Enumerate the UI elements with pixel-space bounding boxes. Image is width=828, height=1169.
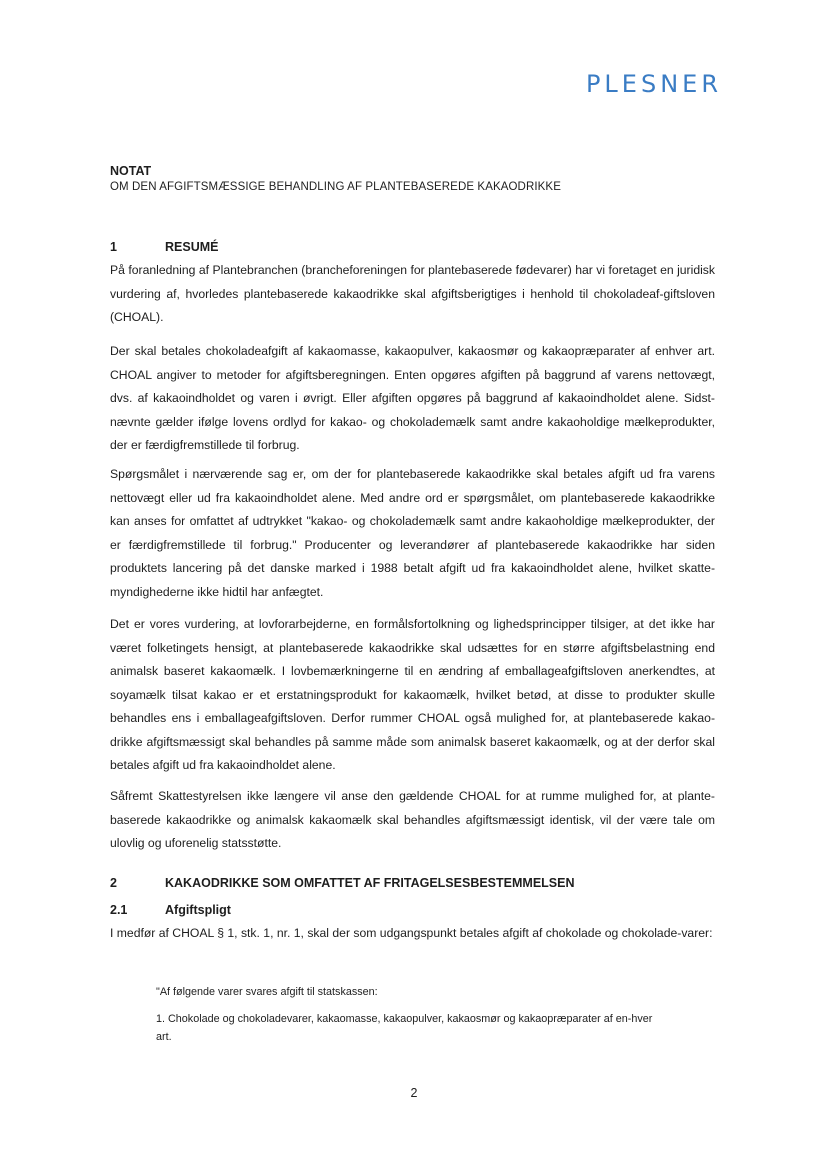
paragraph-1: På foranledning af Plantebranchen (brancheforeningen for plantebaserede fødevarer) har vi foretaget en juridisk vurdering af, hvorledes plantebaserede kakaodrikke skal afgiftsberigtiges i henhold til chokoladeaf-giftsloven (CHOAL). [110,263,715,324]
paragraph-3: Spørgsmålet i nærværende sag er, om der for plantebaserede kakaodrikke skal betales afgift ud fra varens nettovægt eller ud fra kakaoindholdet alene. Med andre ord er spørgsmålet, om plantebaserede kakaodrikke kan anses for omfattet af udtrykket "kakao- og chokolademælk samt andre kakaoholdige mælkeprodukter, der er færdigfremstillede til forbrug." Producenter og leverandører af plantebaserede kakaodrikke har siden produktets lancering på det danske marked i 1988 betalt afgift ud fra kakaoindholdet alene, hvilket skatte-myndighederne ikke hidtil har anfægtet. [110,467,715,599]
page-number: 2 [410,1086,418,1100]
section-2-title: KAKAODRIKKE SOM OMFATTET AF FRITAGELSESBESTEMMELSEN [165,876,575,890]
section-2-1-title: Afgiftspligt [165,903,231,917]
memo-subtitle: OM DEN AFGIFTSMÆSSIGE BEHANDLING AF PLANTEBASEREDE KAKAODRIKKE [110,181,561,193]
paragraph-5: Såfremt Skattestyrelsen ikke længere vil anse den gældende CHOAL for at rumme mulighed for, at plante-baserede kakaodrikke og animalsk kakaomælk skal behandles afgiftsmæssigt identisk, vil der være tale om ulovlig og uforenelig statsstøtte. [110,789,715,850]
quote-item: 1. Chokolade og chokoladevarer, kakaomasse, kakaopulver, kakaosmør og kakaopræparater af en-hver art. [156,1013,653,1043]
memo-title: NOTAT [110,164,152,178]
quote-intro: "Af følgende varer svares afgift til statskassen: [156,986,378,998]
paragraph-2-1: I medfør af CHOAL § 1, stk. 1, nr. 1, skal der som udgangspunkt betales afgift af chokolade og chokolade-varer: [110,926,713,940]
section-1-heading [110,240,218,254]
section-2-number: 2 [110,876,117,890]
section-1-number: 1 [110,240,117,254]
plesner-logo: PLESNER [585,70,722,98]
section-2-1-number: 2.1 [110,903,128,917]
section-2-heading [110,876,575,890]
section-2-1-heading [110,903,231,917]
paragraph-2: Der skal betales chokoladeafgift af kakaomasse, kakaopulver, kakaosmør og kakaopræparater af enhver art. CHOAL angiver to metoder for afgiftsberegningen. Enten opgøres afgiften på baggrund af varens nettovægt, dvs. af kakaoindholdet og varen i øvrigt. Eller afgiften opgøres på baggrund af kakaoindholdet alene. Sidst-nævnte gælder ifølge lovens ordlyd for kakao- og chokolademælk samt andre kakaoholdige mælkeprodukter, der er færdigfremstillede til forbrug. [110,344,715,452]
section-1-title: RESUMÉ [165,240,219,254]
paragraph-4: Det er vores vurdering, at lovforarbejderne, en formålsfortolkning og lighedsprincipper tilsiger, at det ikke har været folketingets hensigt, at plantebaserede kakaodrikke skal udsættes for en større afgiftsbelastning end animalsk baseret kakaomælk. I lovbemærkningerne til en ændring af emballageafgiftsloven anerkendtes, at soyamælk tilsat kakao er et erstatningsprodukt for kakaomælk, hvilket betød, at disse to produkter skulle behandles ens i emballageafgiftsloven. Derfor rummer CHOAL også mulighed for, at plantebaserede kakao-drikke afgiftsmæssigt skal behandles på samme måde som animalsk baseret kakaomælk, og at der derfor skal betales afgift ud fra kakaoindholdet alene. [110,617,715,772]
